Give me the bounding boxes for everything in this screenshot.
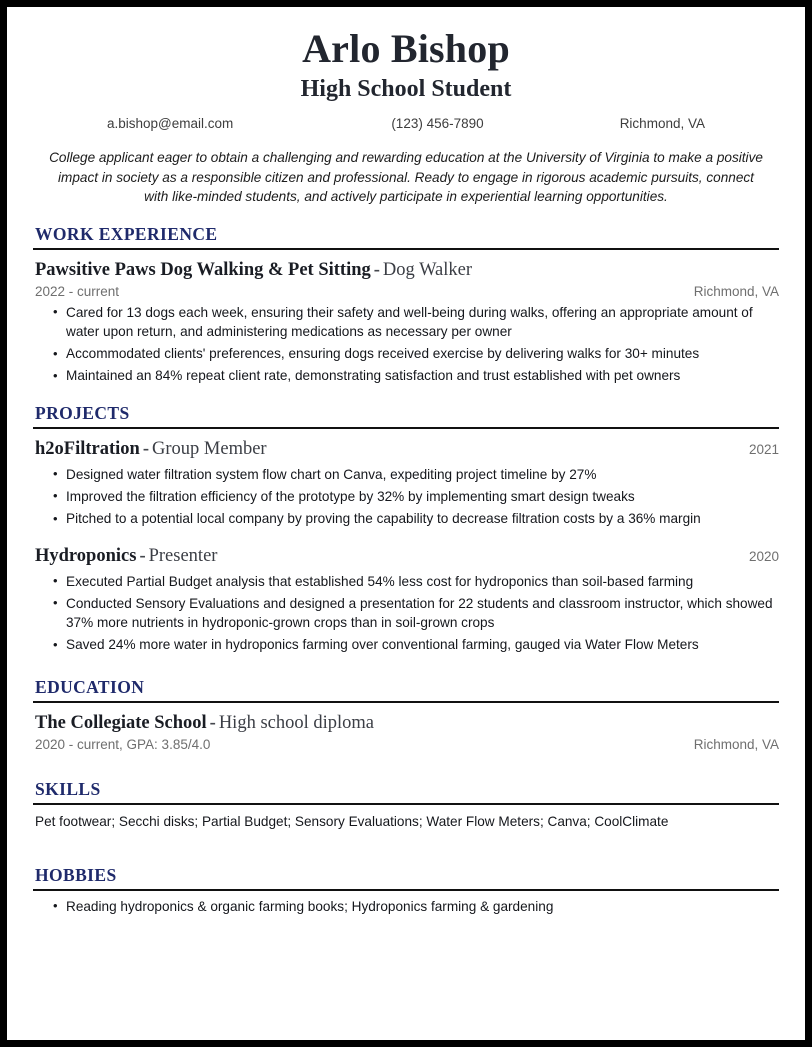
education-entry-head xyxy=(33,712,779,735)
contact-email[interactable]: a.bishop@email.com xyxy=(107,116,234,131)
list-item: • Conducted Sensory Evaluations and designed a presentation for 22 students and classroom instructor, which showed 37% more nutrients in hydroponic-grown crops than in soil-grown crops xyxy=(33,594,779,633)
candidate-headline: High School Student xyxy=(300,76,512,102)
project-year: 2020 xyxy=(748,548,779,564)
project-bullet-list xyxy=(33,572,779,655)
list-item: • Reading hydroponics & organic farming books; Hydroponics farming & gardening xyxy=(33,897,779,917)
list-item: • Saved 24% more water in hydroponics farming over conventional farming, gauged via Water Flow Meters xyxy=(33,635,779,655)
section-title-projects: PROJECTS xyxy=(35,402,130,423)
project-entry-titles xyxy=(33,438,267,461)
list-item: • Designed water filtration system flow chart on Canva, expediting project timeline by 27% xyxy=(33,465,779,485)
title-separator: - xyxy=(209,713,216,734)
list-item: • Cared for 13 dogs each week, ensuring their safety and well-being during walks, offering an appropriate amount of water upon return, and administering medications as necessary per owner xyxy=(33,303,779,342)
section-title-skills: SKILLS xyxy=(35,779,101,800)
degree-name: High school diploma xyxy=(218,713,374,734)
education-location: Richmond, VA xyxy=(693,737,779,753)
project-entry-head xyxy=(33,545,779,568)
education-entry xyxy=(33,712,779,752)
section-hobbies xyxy=(33,865,779,917)
candidate-name: Arlo Bishop xyxy=(302,26,510,71)
project-role: Group Member xyxy=(152,438,267,459)
project-entry-head xyxy=(33,438,779,461)
list-item: • Maintained an 84% repeat client rate, demonstrating satisfaction and trust established with pet owners xyxy=(33,366,779,386)
work-location: Richmond, VA xyxy=(693,283,779,299)
skills-list: Pet footwear; Secchi disks; Partial Budget; Sensory Evaluations; Water Flow Meters; Canva; CoolClimate xyxy=(35,814,669,830)
section-divider xyxy=(33,701,779,703)
section-title-education: EDUCATION xyxy=(35,677,145,698)
project-role: Presenter xyxy=(148,545,218,566)
title-separator: - xyxy=(373,259,380,280)
section-skills xyxy=(33,779,779,832)
education-meta-row xyxy=(33,737,779,752)
work-meta-row xyxy=(33,284,779,299)
section-divider xyxy=(33,248,779,250)
resume-header xyxy=(33,26,779,131)
school-name: The Collegiate School xyxy=(35,713,207,734)
project-entry xyxy=(33,545,779,655)
project-name: h2oFiltration xyxy=(35,438,140,459)
work-org: Pawsitive Paws Dog Walking & Pet Sitting xyxy=(35,259,371,280)
project-year: 2021 xyxy=(748,441,779,457)
work-bullet-list xyxy=(33,303,779,386)
project-entry xyxy=(33,438,779,529)
project-entry-titles xyxy=(33,545,217,568)
section-title-hobbies: HOBBIES xyxy=(35,864,117,885)
education-dates-gpa: 2020 - current, GPA: 3.85/4.0 xyxy=(35,737,211,753)
section-education xyxy=(33,677,779,752)
education-entry-titles xyxy=(33,712,374,735)
work-entry xyxy=(33,259,779,386)
resume-content xyxy=(33,26,779,916)
contact-location: Richmond, VA xyxy=(619,116,705,131)
hobbies-bullet-list xyxy=(33,897,779,917)
list-item: • Executed Partial Budget analysis that established 54% less cost for hydroponics than soil-based farming xyxy=(33,572,779,592)
list-item: • Improved the filtration efficiency of the prototype by 32% by implementing smart design tweaks xyxy=(33,487,779,507)
section-divider xyxy=(33,889,779,891)
work-entry-head xyxy=(33,259,779,282)
section-divider xyxy=(33,803,779,805)
project-bullet-list xyxy=(33,465,779,529)
section-divider xyxy=(33,427,779,429)
list-item: • Pitched to a potential local company by proving the capability to decrease filtration costs by a 36% margin xyxy=(33,509,779,529)
contact-row xyxy=(107,116,705,131)
section-projects xyxy=(33,403,779,655)
section-work-experience xyxy=(33,224,779,386)
title-separator: - xyxy=(142,438,150,459)
project-name: Hydroponics xyxy=(35,545,137,566)
work-dates: 2022 - current xyxy=(35,283,120,299)
contact-phone[interactable]: (123) 456-7890 xyxy=(391,116,484,131)
title-separator: - xyxy=(139,545,146,566)
professional-summary: College applicant eager to obtain a challenging and rewarding education at the University of Virginia to make a positive impact in society as a responsible citizen and professional. Ready to engage in rigorous academic pursuits, connect with like-minded students, and actively participate in experiential learning opportunities. xyxy=(49,150,763,204)
work-role: Dog Walker xyxy=(382,259,473,280)
work-entry-titles xyxy=(33,259,472,282)
list-item: • Accommodated clients' preferences, ensuring dogs received exercise by delivering walks for 30+ minutes xyxy=(33,344,779,364)
section-title-work-experience: WORK EXPERIENCE xyxy=(35,223,218,244)
